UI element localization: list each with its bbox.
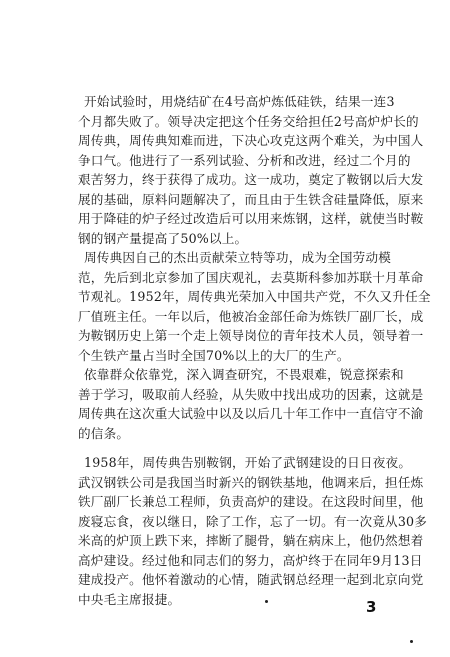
text-line: 周传典因自己的杰出贡献荣立特等功，成为全国劳动模 [84,250,392,265]
text-line: 建成投产。他怀着激动的心情，随武钢总经理一起到北京向党 [78,572,424,587]
text-line: 展的基础，原料问题解决了，而且由于生铁含硅量降低，原来 [78,191,424,207]
paragraph-1 [78,92,424,248]
text-line: 米高的炉顶上跌下来，摔断了腿骨，躺在病床上，他仍然想着 [78,533,424,548]
text-line: 1958年，周传典告别鞍钢，开始了武钢建设的日日夜夜。 [84,455,412,470]
text-line: 为鞍钢历史上第一个走上领导岗位的青年技术人员，领导着一 [78,328,424,343]
text-line: 武汉钢铁公司是我国当时新兴的钢铁基地，他调来后，担任炼 [78,474,424,490]
text-line: 依靠群众依靠党，深入调查研究，不畏艰难，锐意探索和 [84,367,404,382]
text-line: 中央毛主席报捷。 [78,591,181,607]
text-line: 周传典在这次重大试验中以及以后几十年工作中一直信守不渝 [78,406,424,421]
paragraph-gap [78,443,378,453]
paragraph-2 [78,248,431,365]
scan-speck [410,640,413,643]
text-line: 铁厂副厂长兼总工程师，负责高炉的建设。在这段时间里，他 [78,494,424,509]
text-line: 高炉建设。经过他和同志们的努力，高炉终于在同年9月13日 [78,552,423,568]
paragraph-3 [78,365,424,443]
text-line: 开始试验时，用烧结矿在4号高炉炼低硅铁，结果一连3 [84,94,395,109]
text-line: 艰苦努力，终于获得了成功。这一成功，奠定了鞍钢以后大发 [78,172,424,187]
text-line: 范，先后到北京参加了国庆观礼，去莫斯科参加苏联十月革命 [78,269,424,285]
text-line: 废寝忘食，夜以继日，除了工作，忘了一切。有一次竟从30多 [78,513,428,529]
text-line: 周传典，周传典知难而进，下决心攻克这两个难关，为中国人 [78,133,424,148]
text-line: 善于学习，吸取前人经验，从失败中找出成功的因素，这就是 [78,386,424,402]
text-line: 用于降硅的炉子经过改造后可以用来炼钢，这样，就使当时鞍 [78,211,424,226]
scan-speck [265,600,268,603]
text-line: 争口气。他进行了一系列试验、分析和改进，经过二个月的 [78,152,411,168]
text-line: 厂值班主任。一年以后，他被冶金部任命为炼铁厂副厂长，成 [78,308,424,324]
text-line: 个生铁产量占当时全国70%以上的大厂的生产。 [78,347,350,363]
text-line: 的信条。 [78,425,130,441]
paragraph-4 [78,453,428,609]
body-text [78,92,431,609]
text-line: 钢的钢产量提高了50%以上。 [78,230,248,246]
text-line: 节观礼。1952年，周传典光荣加入中国共产党，不久又升任全 [78,289,431,304]
page-number: 3 [366,598,377,616]
text-line: 个月都失败了。领导决定把这个任务交给担任2号高炉炉长的 [78,113,419,129]
